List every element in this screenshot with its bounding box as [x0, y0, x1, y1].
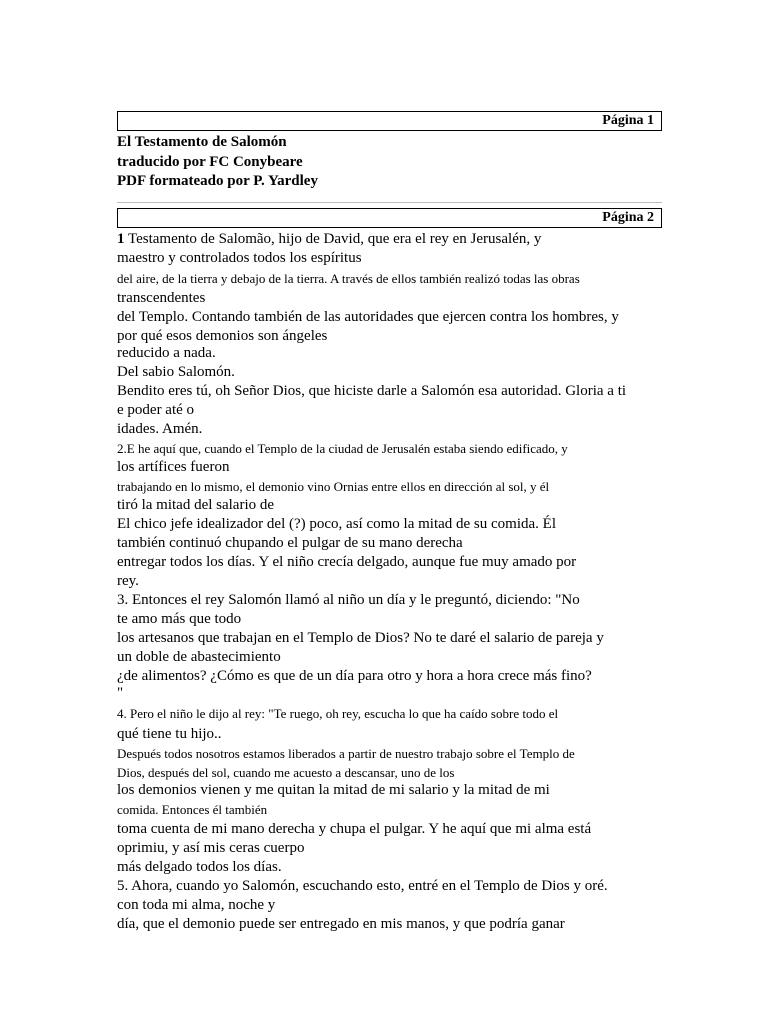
body-line: los demonios vienen y me quitan la mitad de mi salario y la mitad de mi — [117, 782, 550, 798]
page-header-1 — [117, 111, 662, 131]
body-line: te amo más que todo — [117, 611, 242, 627]
body-line: " — [117, 685, 124, 701]
body-line: Dios, después del sol, cuando me acuesto a descansar, uno de los — [117, 765, 455, 780]
body-line: qué tiene tu hijo.. — [117, 726, 222, 742]
body-line: del Templo. Contando también de las autoridades que ejercen contra los hombres, y — [117, 309, 619, 325]
page-header-2 — [117, 208, 662, 228]
paragraph-number: 1 — [117, 231, 125, 247]
body-line: 4. Pero el niño le dijo al rey: "Te ruego, oh rey, escucha lo que ha caído sobre todo el — [117, 706, 559, 721]
body-line: idades. Amén. — [117, 421, 203, 437]
body-line: Después todos nosotros estamos liberados a partir de nuestro trabajo sobre el Templo de — [117, 746, 575, 761]
body-line: los artesanos que trabajan en el Templo de Dios? No te daré el salario de pareja y — [117, 630, 604, 646]
body-line: Del sabio Salomón. — [117, 364, 235, 380]
body-line: oprimiu, y así mis ceras cuerpo — [117, 840, 305, 856]
body-line: tiró la mitad del salario de — [117, 497, 275, 513]
document-title: El Testamento de Salomón — [117, 134, 287, 150]
body-line: e poder até o — [117, 402, 195, 418]
body-line: Bendito eres tú, oh Señor Dios, que hiciste darle a Salomón esa autoridad. Gloria a ti — [117, 383, 627, 399]
body-line: reducido a nada. — [117, 345, 216, 361]
body-line: El chico jefe idealizador del (?) poco, así como la mitad de su comida. Él — [117, 516, 556, 532]
page-number-1: Página 1 — [602, 113, 654, 128]
document-title-block — [117, 133, 318, 192]
body-line: comida. Entonces él también — [117, 802, 268, 817]
body-line: 2.E he aquí que, cuando el Templo de la ciudad de Jerusalén estaba siendo edificado, y — [117, 441, 568, 456]
body-line: toma cuenta de mi mano derecha y chupa el pulgar. Y he aquí que mi alma está — [117, 821, 592, 837]
page-divider — [117, 202, 662, 203]
body-line: 3. Entonces el rey Salomón llamó al niño un día y le preguntó, diciendo: "No — [117, 592, 580, 608]
body-line: 5. Ahora, cuando yo Salomón, escuchando esto, entré en el Templo de Dios y oré. — [117, 878, 608, 894]
body-line: rey. — [117, 573, 139, 589]
body-line: del aire, de la tierra y debajo de la tierra. A través de ellos también realizó todas las obras — [117, 271, 580, 286]
document-body — [117, 230, 669, 934]
body-line: también continuó chupando el pulgar de su mano derecha — [117, 535, 463, 551]
body-line: trabajando en lo mismo, el demonio vino Ornias entre ellos en dirección al sol, y él — [117, 479, 550, 494]
body-line: un doble de abastecimiento — [117, 649, 281, 665]
body-line: día, que el demonio puede ser entregado en mis manos, y que podría ganar — [117, 916, 565, 932]
body-line: maestro y controlados todos los espíritus — [117, 250, 362, 266]
body-line: por qué esos demonios son ángeles — [117, 328, 328, 344]
body-line: ¿de alimentos? ¿Cómo es que de un día para otro y hora a hora crece más fino? — [117, 668, 592, 684]
body-line: transcendentes — [117, 290, 206, 306]
body-line: entregar todos los días. Y el niño crecía delgado, aunque fue muy amado por — [117, 554, 577, 570]
body-line: los artífices fueron — [117, 459, 230, 475]
translator-credit: traducido por FC Conybeare — [117, 153, 303, 170]
formatter-credit: PDF formateado por P. Yardley — [117, 173, 318, 189]
body-line: con toda mi alma, noche y — [117, 897, 276, 913]
body-line: 1 Testamento de Salomão, hijo de David, que era el rey en Jerusalén, y — [117, 231, 542, 247]
page-number-2: Página 2 — [602, 210, 654, 225]
body-line: más delgado todos los días. — [117, 859, 282, 875]
